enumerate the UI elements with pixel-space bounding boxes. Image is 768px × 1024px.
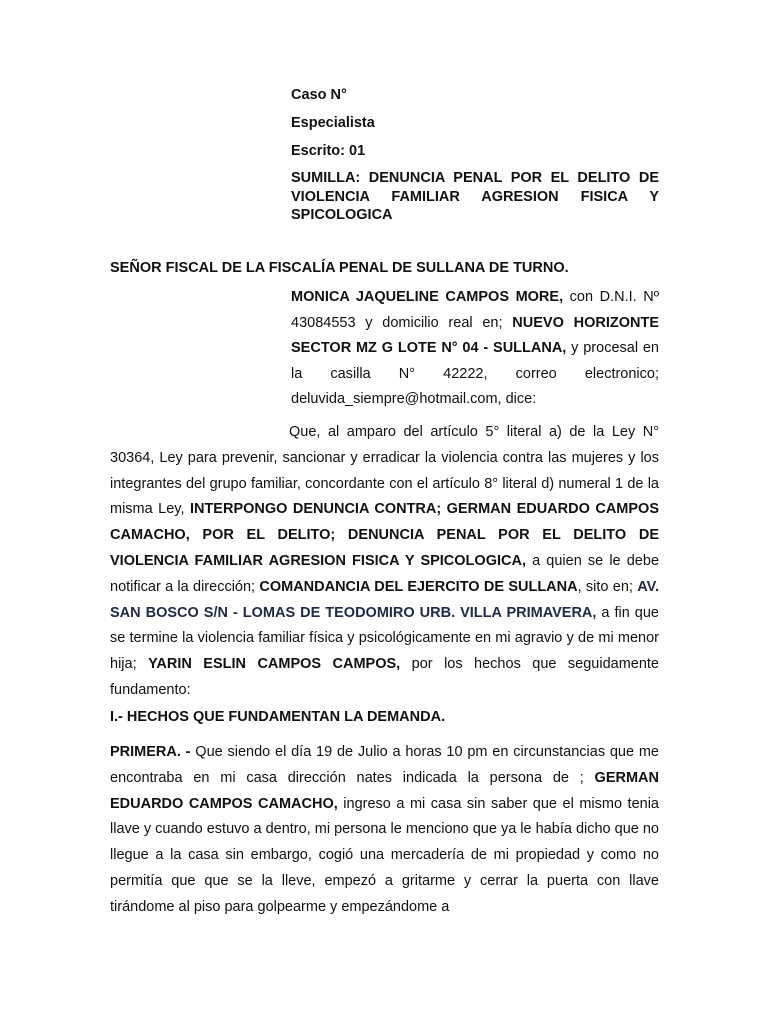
complainant-name: MONICA JAQUELINE CAMPOS MORE, xyxy=(291,289,564,305)
filing-number: Escrito: 01 xyxy=(291,143,366,159)
intro-bold-3: AV. SAN BOSCO S/N - LOMAS DE TEODOMIRO URB. VILLA PRIMAVERA, xyxy=(110,578,660,621)
primera-label: PRIMERA. - xyxy=(110,744,191,760)
complainant-address: NUEVO HORIZONTE SECTOR MZ G LOTE N° 04 - SULLANA, xyxy=(291,314,660,356)
specialist: Especialista xyxy=(291,115,375,131)
case-number: Caso N° xyxy=(291,87,347,103)
accused-name: GERMAN EDUARDO CAMPOS CAMACHO, xyxy=(110,769,659,812)
intro-bold-1: INTERPONGO DENUNCIA CONTRA; GERMAN EDUARDO CAMPOS CAMACHO, POR EL DELITO; DENUNCIA PENAL POR EL DELITO DE VIOLENCIA FAMILIAR AGRESION FISICA Y SPICOLOGICA, xyxy=(110,501,659,569)
intro-text-4: a fin que se termine la violencia familiar física y psicológicamente en mi agravio y de mi menor hija; xyxy=(110,604,659,673)
party-text-1: con D.N.I. Nº 43084553 y domicilio real en; xyxy=(291,289,659,331)
addressee: SEÑOR FISCAL DE LA FISCALÍA PENAL DE SULLANA DE TURNO. xyxy=(110,260,569,276)
party-text-2: y procesal en la casilla N° 42222, correo electronico; deluvida_siempre@hotmail.com, dice: xyxy=(291,340,660,407)
intro-paragraph xyxy=(110,420,659,704)
primera-paragraph xyxy=(110,740,659,921)
intro-text-2: a quien se le debe notificar a la dirección; xyxy=(110,552,660,595)
section-title: I.- HECHOS QUE FUNDAMENTAN LA DEMANDA. xyxy=(110,709,446,725)
primera-text-2: ingreso a mi casa sin saber que el mismo tenia llave y cuando estuvo a dentro, mi persona le menciono que ya le había dicho que no llegue a la casa sin embargo, cogió una mercadería de mi propiedad y como no permitía que que se la lleve, empezó a gritarme y cerrar la puerta con llave tirándome al piso para golpearme y empezándome a xyxy=(110,795,659,915)
intro-text-5: por los hechos que seguidamente fundamento: xyxy=(110,656,659,698)
sumilla: SUMILLA: DENUNCIA PENAL POR EL DELITO DE VIOLENCIA FAMILIAR AGRESION FISICA Y SPICOLOGICA xyxy=(291,170,659,223)
party-block xyxy=(291,285,659,413)
intro-text-1: Que, al amparo del artículo 5° literal a) de la Ley N° 30364, Ley para prevenir, sancionar y erradicar la violencia contra las mujeres y los integrantes del grupo familiar, concordante con el artículo 8° literal d) numeral 1 de la misma Ley, xyxy=(110,424,659,518)
intro-text-3: , sito en; xyxy=(577,578,638,595)
intro-bold-4: YARIN ESLIN CAMPOS CAMPOS, xyxy=(148,656,401,673)
primera-text-1: Que siendo el día 19 de Julio a horas 10 pm en circunstancias que me encontraba en mi casa dirección nates indicada la persona de ; xyxy=(110,744,659,786)
intro-bold-2: COMANDANCIA DEL EJERCITO DE SULLANA xyxy=(259,578,578,595)
